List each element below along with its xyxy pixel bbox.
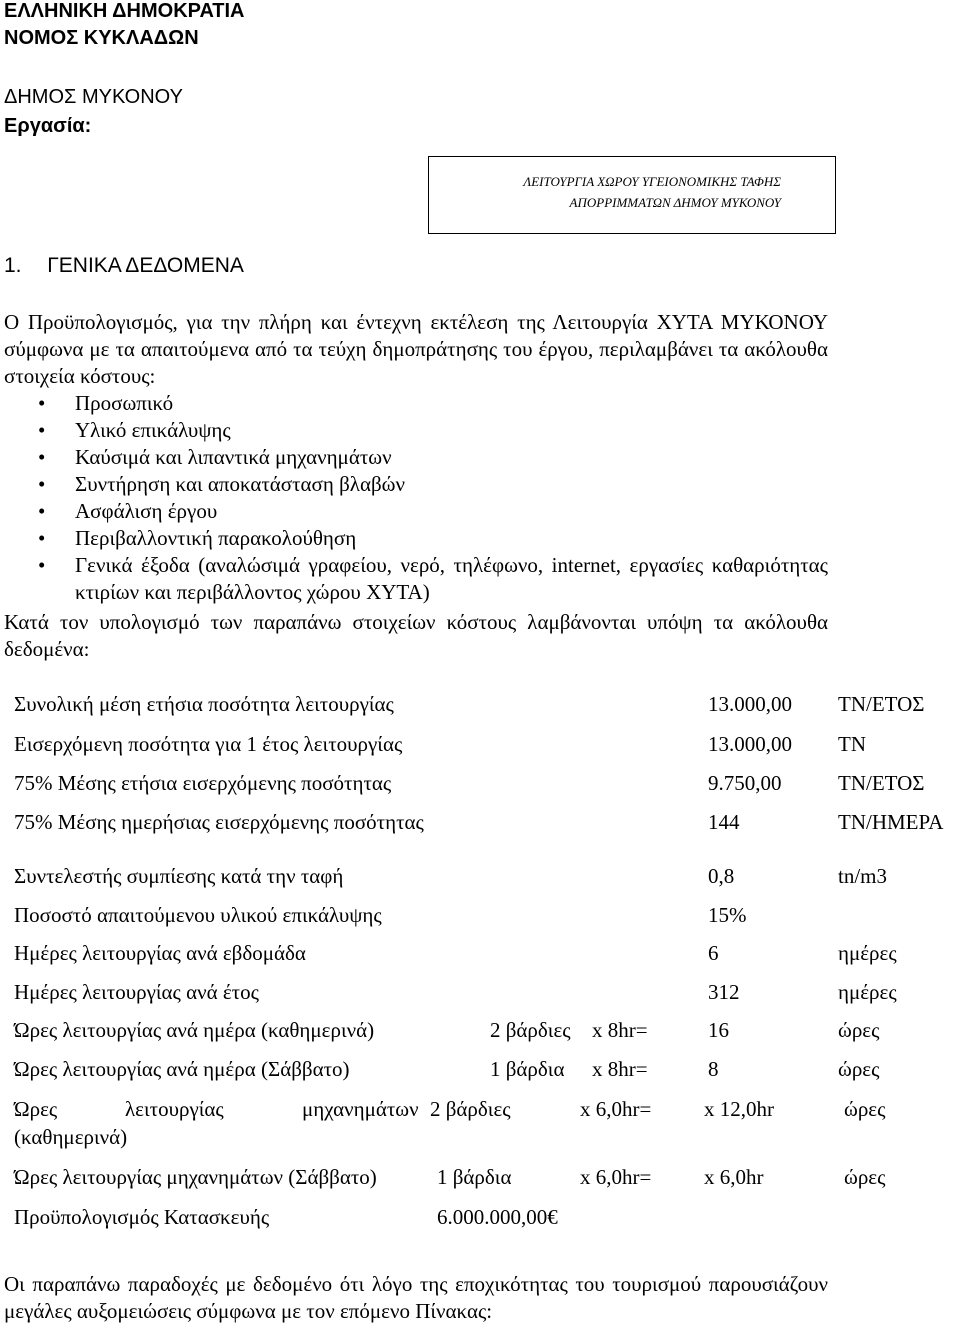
quantity-unit: ΤΝ/ΗΜΕΡΑ [838, 810, 944, 834]
footer-note-paragraph: Οι παραπάνω παραδοχές με δεδομένο ότι λόγο της εποχικότητας του τουρισμού παρουσιάζουν μεγάλες αυξομειώσεις σύμφωνα με τον επόμενο Πίνακας: [4, 1272, 828, 1323]
parameter-label: Ημέρες λειτουργίας ανά εβδομάδα [14, 941, 306, 965]
parameter-value: 312 [708, 980, 740, 1004]
parameter-label: Ποσοστό απαιτούμενου υλικού επικάλυψης [14, 903, 382, 927]
list-item: • Ασφάλιση έργου [38, 498, 828, 525]
list-item: • Περιβαλλοντική παρακολούθηση [38, 525, 828, 552]
shift-multiplier: x 8hr= [592, 1018, 648, 1042]
list-item: • Καύσιμά και λιπαντικά μηχανημάτων [38, 444, 828, 471]
quantity-unit: ΤΝ/ΕΤΟΣ [838, 692, 925, 716]
shift-value: 16 [708, 1018, 729, 1042]
shift-label: Ώρες λειτουργίας ανά ημέρα (Σάββατο) [14, 1057, 350, 1081]
quantity-label: Συνολική μέση ετήσια ποσότητα λειτουργίας [14, 692, 394, 716]
machine-hours-shift: 1 βάρδια [437, 1165, 512, 1189]
shift-value: 8 [708, 1057, 719, 1081]
parameter-unit: tn/m3 [838, 864, 888, 888]
parameter-label: Συντελεστής συμπίεσης κατά την ταφή [14, 864, 344, 888]
parameter-unit: ημέρες [838, 980, 897, 1004]
section-heading [4, 254, 244, 278]
header-municipality: ΔΗΜΟΣ ΜΥΚΟΝΟΥ [4, 86, 183, 108]
machine-hours-label-cont: (καθημερινά) [14, 1125, 128, 1149]
header-work-label: Εργασία: [4, 115, 92, 137]
quantity-value: 13.000,00 [708, 692, 792, 716]
quantity-value: 9.750,00 [708, 771, 782, 795]
parameter-label: Ημέρες λειτουργίας ανά έτος [14, 980, 259, 1004]
budget-label: Προϋπολογισμός Κατασκευής [14, 1205, 270, 1229]
machine-hours-value: x 12,0hr [704, 1097, 774, 1121]
shift-count: 1 βάρδια [490, 1057, 565, 1081]
section-number: 1. [4, 254, 22, 277]
machine-hours-multiplier: x 6,0hr= [580, 1165, 652, 1189]
shift-count: 2 βάρδιες [490, 1018, 571, 1042]
machine-hours-label-word: Ώρες [14, 1097, 58, 1121]
machine-hours-label-word: μηχανημάτων [302, 1097, 419, 1121]
machine-hours-label: Ώρες λειτουργίας μηχανημάτων (Σάββατο) [14, 1165, 377, 1189]
quantity-unit: ΤΝ/ΕΤΟΣ [838, 771, 925, 795]
calc-note-paragraph: Κατά τον υπολογισμό των παραπάνω στοιχείων κόστους λαμβάνονται υπόψη τα ακόλουθα δεδομένα: [4, 610, 828, 661]
quantity-label: Εισερχόμενη ποσότητα για 1 έτος λειτουργίας [14, 732, 403, 756]
quantity-value: 144 [708, 810, 740, 834]
intro-paragraph: Ο Προϋπολογισμός, για την πλήρη και έντεχνη εκτέλεση της Λειτουργία ΧΥΤΑ ΜΥΚΟΝΟΥ σύμφωνα με τα απαιτούμενα από τα τεύχη δημοπράτησης του έργου, περιλαμβάνει τα ακόλουθα στοιχεία κόστους: [4, 310, 828, 388]
parameter-value: 6 [708, 941, 719, 965]
quantity-label: 75% Μέσης ετήσια εισερχόμενης ποσότητας [14, 771, 392, 795]
machine-hours-shift: 2 βάρδιες [430, 1097, 511, 1121]
shift-multiplier: x 8hr= [592, 1057, 648, 1081]
machine-hours-value: x 6,0hr [704, 1165, 764, 1189]
parameter-unit: ημέρες [838, 941, 897, 965]
machine-hours-multiplier: x 6,0hr= [580, 1097, 652, 1121]
quantity-unit: ΤΝ [838, 732, 866, 756]
machine-hours-unit: ώρες [844, 1165, 886, 1189]
project-title-box [428, 156, 836, 234]
parameter-value: 0,8 [708, 864, 735, 888]
shift-unit: ώρες [838, 1057, 880, 1081]
budget-value: 6.000.000,00€ [437, 1205, 558, 1229]
header-prefecture: ΝΟΜΟΣ ΚΥΚΛΑΔΩΝ [4, 27, 199, 49]
machine-hours-unit: ώρες [844, 1097, 886, 1121]
list-item: • Προσωπικό [38, 390, 828, 417]
list-item: • Συντήρηση και αποκατάσταση βλαβών [38, 471, 828, 498]
project-title-line-2: ΑΠΟΡΡΙΜΜΑΤΩΝ ΔΗΜΟΥ ΜΥΚΟΝΟΥ [569, 195, 781, 210]
machine-hours-label-word: λειτουργίας [125, 1097, 224, 1121]
shift-label: Ώρες λειτουργίας ανά ημέρα (καθημερινά) [14, 1018, 375, 1042]
project-title-line-1: ΛΕΙΤΟΥΡΓΙΑ ΧΩΡΟΥ ΥΓΕΙΟΝΟΜΙΚΗΣ ΤΑΦΗΣ [523, 174, 781, 189]
shift-unit: ώρες [838, 1018, 880, 1042]
header-republic: ΕΛΛΗΝΙΚΗ ΔΗΜΟΚΡΑΤΙΑ [4, 0, 245, 22]
list-item: • Υλικό επικάλυψης [38, 417, 828, 444]
list-item: • Γενικά έξοδα (αναλώσιμά γραφείου, νερό, τηλέφωνο, internet, εργασίες καθαριότητας κτιρίων και περιβάλλοντος χώρου ΧΥΤΑ) [38, 552, 828, 606]
section-title: ΓΕΝΙΚΑ ΔΕΔΟΜΕΝΑ [47, 254, 244, 277]
cost-items-list [38, 390, 828, 606]
quantity-label: 75% Μέσης ημερήσιας εισερχόμενης ποσότητας [14, 810, 424, 834]
quantity-value: 13.000,00 [708, 732, 792, 756]
parameter-value: 15% [708, 903, 747, 927]
